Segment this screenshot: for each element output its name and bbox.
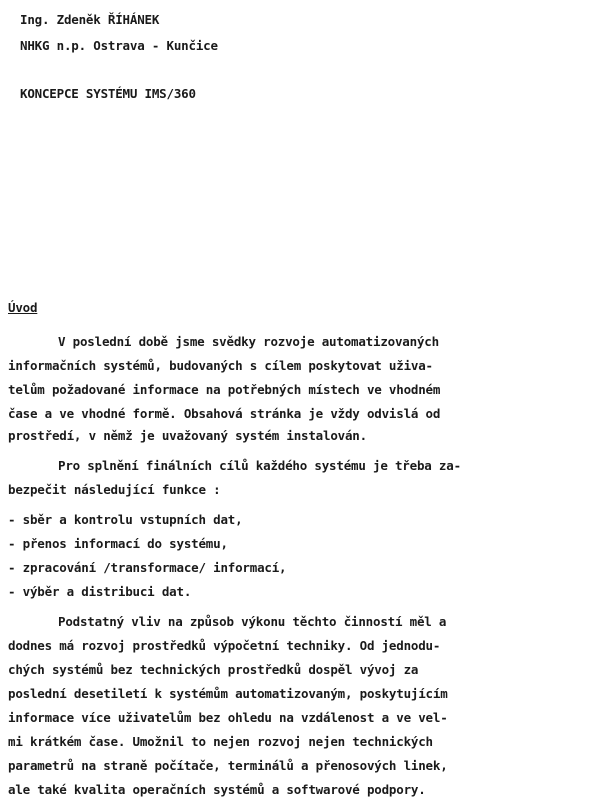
organization-line: NHKG n.p. Ostrava - Kunčice <box>20 38 218 53</box>
paragraph-line: parametrů na straně počítače, terminálů a přenosových linek, <box>8 758 448 773</box>
document-title: KONCEPCE SYSTÉMU IMS/360 <box>20 86 196 101</box>
paragraph-line: V poslední době jsme svědky rozvoje automatizovaných <box>58 334 439 349</box>
section-heading: Úvod <box>8 300 38 315</box>
paragraph-line: poslední desetiletí k systémům automatizovaným, poskytujícím <box>8 686 448 701</box>
paragraph-line: telům požadované informace na potřebných místech ve vhodném <box>8 382 441 397</box>
list-item: - přenos informací do systému, <box>8 536 228 551</box>
paragraph-line: ale také kvalita operačních systémů a softwarové podpory. <box>8 782 426 797</box>
list-item: - výběr a distribuci dat. <box>8 584 192 599</box>
paragraph-line: informace více uživatelům bez ohledu na vzdálenost a ve vel- <box>8 710 448 725</box>
paragraph-line: Pro splnění finálních cílů každého systému je třeba za- <box>58 458 461 473</box>
paragraph-line: bezpečit následující funkce : <box>8 482 221 497</box>
list-item: - zpracování /transformace/ informací, <box>8 560 287 575</box>
paragraph-line: Podstatný vliv na způsob výkonu těchto činností měl a <box>58 614 447 629</box>
paragraph-line: chých systémů bez technických prostředků dospěl vývoj za <box>8 662 419 677</box>
paragraph-line: čase a ve vhodné formě. Obsahová stránka je vždy odvislá od <box>8 406 441 421</box>
paragraph-line: dodnes má rozvoj prostředků výpočetní techniky. Od jednodu- <box>8 638 441 653</box>
author-line: Ing. Zdeněk ŘÍHÁNEK <box>20 12 160 27</box>
paragraph-line: prostředí, v němž je uvažovaný systém instalován. <box>8 428 367 443</box>
list-item: - sběr a kontrolu vstupních dat, <box>8 512 243 527</box>
paragraph-line: mi krátkém čase. Umožnil to nejen rozvoj nejen technických <box>8 734 433 749</box>
paragraph-line: informačních systémů, budovaných s cílem poskytovat uživa- <box>8 358 433 373</box>
